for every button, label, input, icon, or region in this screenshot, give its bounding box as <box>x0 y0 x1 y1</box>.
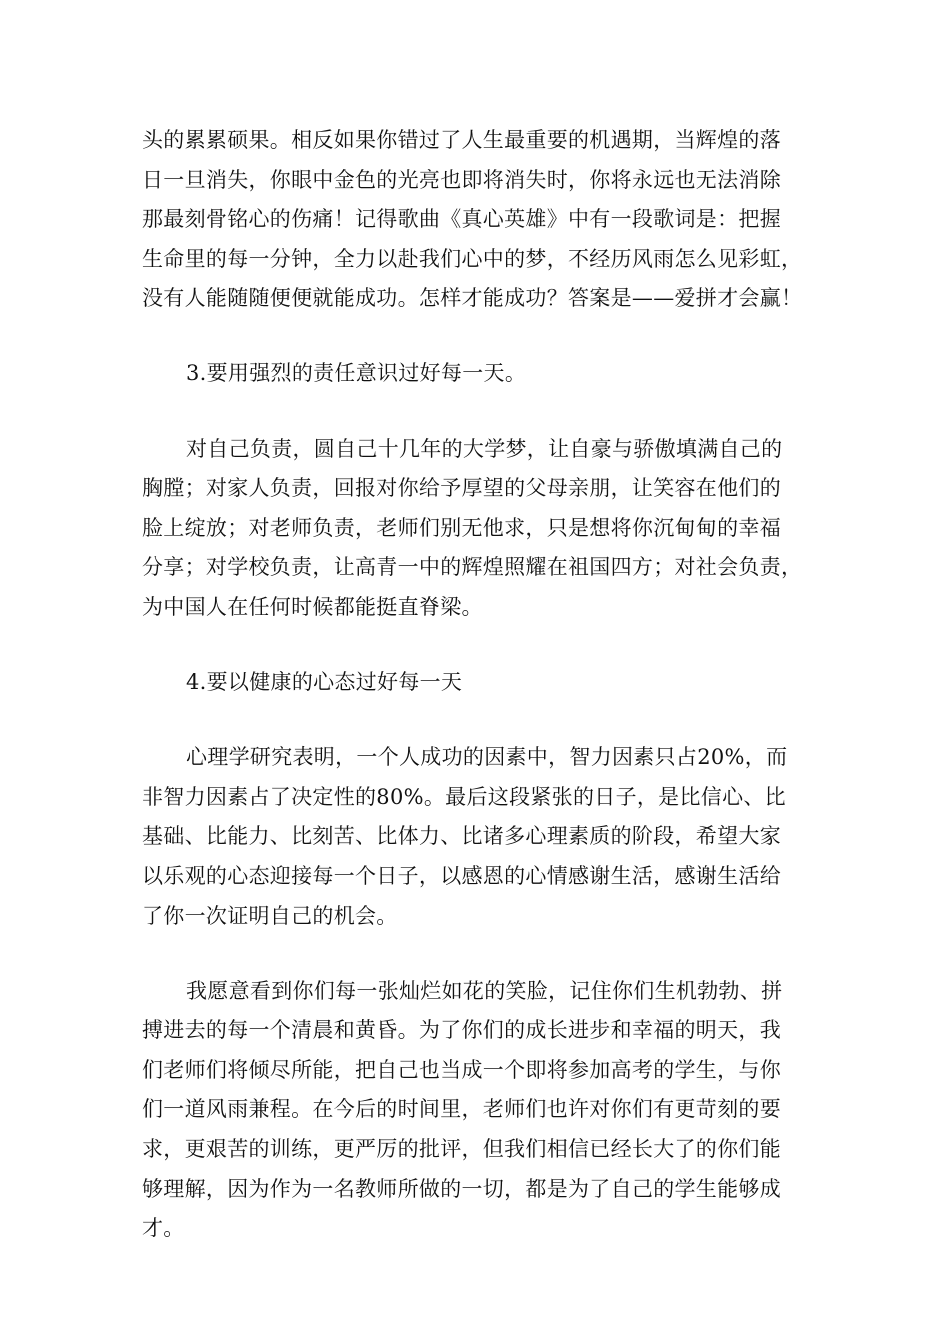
text-line: 基础、比能力、比刻苦、比体力、比诸多心理素质的阶段，希望大家 <box>142 824 781 849</box>
paragraph-gap <box>142 703 812 739</box>
text-line: 那最刻骨铭心的伤痛！记得歌曲《真心英雄》中有一段歌词是：把握 <box>142 207 781 232</box>
text-line: 才。 <box>142 1216 185 1241</box>
text-line: 为中国人在任何时候都能挺直脊梁。 <box>142 594 483 619</box>
text-line: 搏进去的每一个清晨和黄昏。为了你们的成长进步和幸福的明天，我 <box>142 1018 781 1043</box>
paragraph-gap <box>142 936 812 972</box>
text-line: 以乐观的心态迎接每一个日子，以感恩的心情感谢生活，感谢生活给 <box>142 863 781 888</box>
text-line: 非智力因素占了决定性的80%。最后这段紧张的日子，是比信心、比 <box>142 784 786 809</box>
text-line: 没有人能随随便便就能成功。怎样才能成功？答案是——爱拼才会赢！ <box>142 286 803 311</box>
text-line: 脸上绽放；对老师负责，老师们别无他求，只是想将你沉甸甸的幸福 <box>142 515 781 540</box>
paragraph-continuation <box>142 121 812 319</box>
text-line: 头的累累硕果。相反如果你错过了人生最重要的机遇期，当辉煌的落 <box>142 128 781 152</box>
paragraph-gap <box>142 628 812 664</box>
text-line: 心理学研究表明，一个人成功的因素中，智力因素只占20%，而 <box>186 745 788 770</box>
document-body <box>142 121 812 1249</box>
text-line: 胸膛；对家人负责，回报对你给予厚望的父母亲朋，让笑容在他们的 <box>142 476 781 501</box>
paragraph-teachers-wish <box>142 972 812 1249</box>
text-line: 对自己负责，圆自己十几年的大学梦，让自豪与骄傲填满自己的 <box>186 436 783 461</box>
text-line: 我愿意看到你们每一张灿烂如花的笑脸，记住你们生机勃勃、拼 <box>186 978 783 1003</box>
text-line: 们老师们将倾尽所能，把自己也当成一个即将参加高考的学生，与你 <box>142 1057 781 1082</box>
text-line: 日一旦消失，你眼中金色的光亮也即将消失时，你将永远也无法消除 <box>142 167 781 192</box>
text-line: 们一道风雨兼程。在今后的时间里，老师们也许对你们有更苛刻的要 <box>142 1097 781 1122</box>
text-line: 求，更艰苦的训练，更严厉的批评，但我们相信已经长大了的你们能 <box>142 1136 781 1161</box>
section-heading-3: 3.要用强烈的责任意识过好每一天。 <box>186 361 527 386</box>
paragraph-psychology <box>142 738 812 936</box>
text-line: 了你一次证明自己的机会。 <box>142 903 398 928</box>
paragraph-gap <box>142 319 812 355</box>
text-line: 分享；对学校负责，让高青一中的辉煌照耀在祖国四方；对社会负责， <box>142 555 803 580</box>
paragraph-gap <box>142 394 812 430</box>
text-line: 生命里的每一分钟，全力以赴我们心中的梦，不经历风雨怎么见彩虹， <box>142 246 803 271</box>
text-line: 够理解，因为作为一名教师所做的一切，都是为了自己的学生能够成 <box>142 1176 781 1201</box>
paragraph-responsibility <box>142 430 812 628</box>
section-heading-4: 4.要以健康的心态过好每一天 <box>186 670 463 695</box>
